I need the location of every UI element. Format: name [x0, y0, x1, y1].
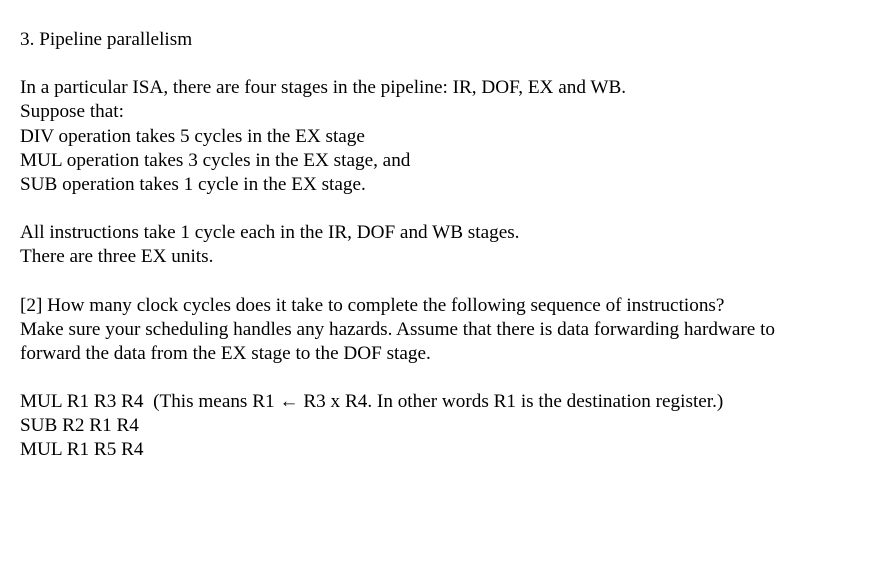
text-line: Suppose that: [20, 101, 124, 123]
text-line: There are three EX units. [20, 246, 214, 268]
text-line: SUB operation takes 1 cycle in the EX stage. [20, 173, 366, 195]
text-line: Make sure your scheduling handles any hazards. Assume that there is data forwarding hardware to [20, 318, 776, 340]
instruction-line: SUB R2 R1 R4 [20, 415, 139, 437]
text-line: forward the data from the EX stage to the DOF stage. [20, 342, 431, 364]
spacer [20, 52, 860, 76]
text-line: In a particular ISA, there are four stages in the pipeline: IR, DOF, EX and WB. [20, 77, 627, 99]
spacer [20, 366, 860, 390]
stage-timing-description [20, 221, 860, 269]
pipeline-description [20, 76, 860, 197]
instruction-sequence [20, 390, 860, 463]
text-line: MUL operation takes 3 cycles in the EX stage, and [20, 149, 411, 171]
document-body [20, 28, 860, 463]
section-title: 3. Pipeline parallelism [20, 29, 193, 50]
question-text [20, 294, 860, 367]
spacer [20, 270, 860, 294]
instruction-line: MUL R1 R3 R4 (This means R1 ← R3 x R4. In other words R1 is the destination register.) [20, 391, 724, 413]
spacer [20, 197, 860, 221]
instruction-line: MUL R1 R5 R4 [20, 439, 144, 461]
text-line: [2] How many clock cycles does it take to complete the following sequence of instructions? [20, 294, 725, 316]
text-line: All instructions take 1 cycle each in the IR, DOF and WB stages. [20, 222, 520, 244]
text-line: DIV operation takes 5 cycles in the EX stage [20, 125, 365, 147]
